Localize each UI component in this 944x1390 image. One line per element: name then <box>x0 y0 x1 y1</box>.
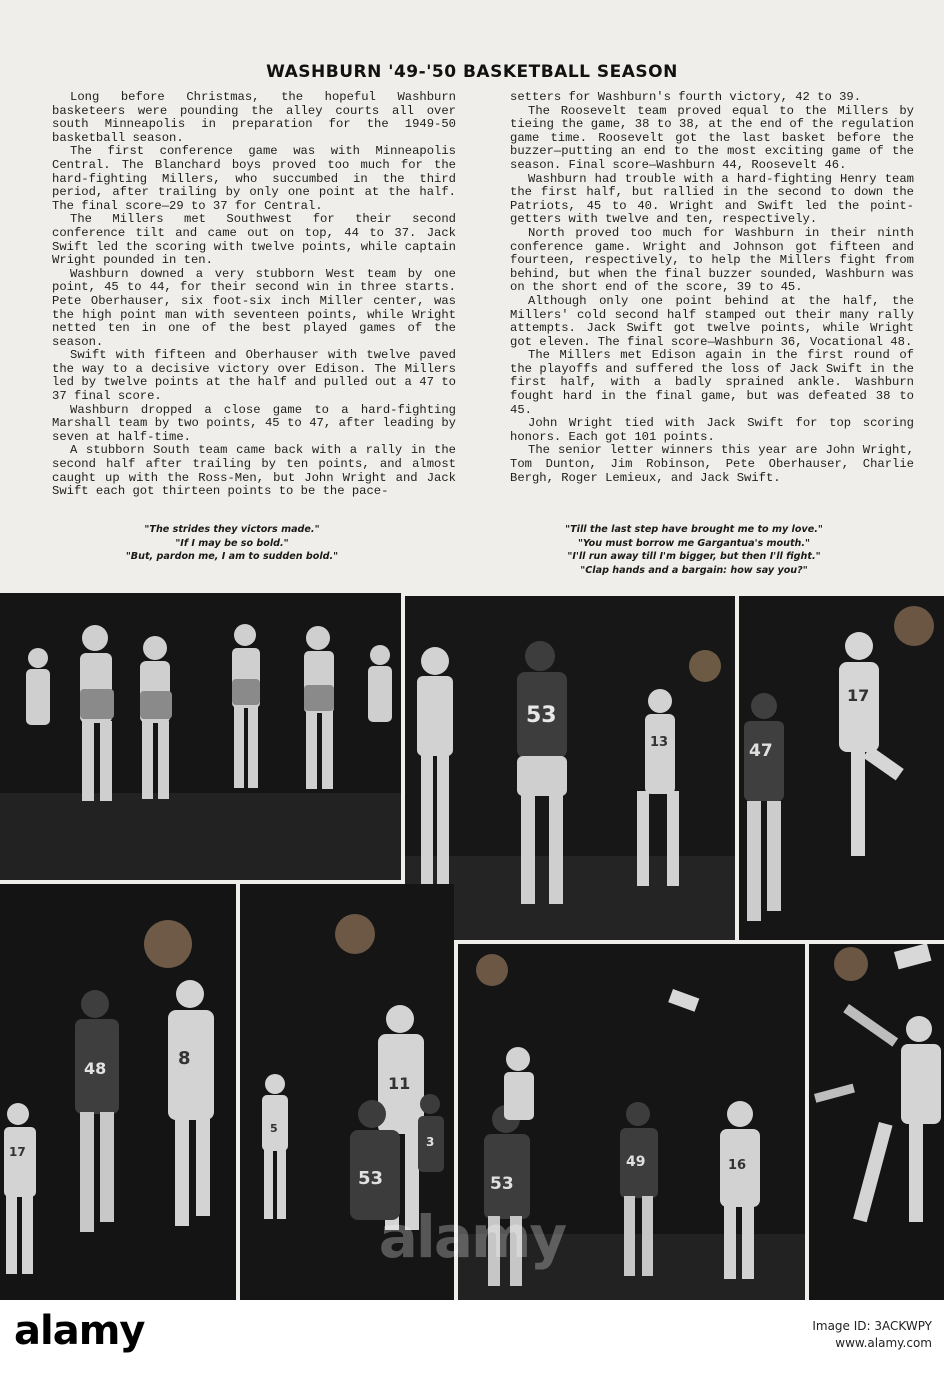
photo-layup-48-8 <box>0 884 236 1300</box>
quote-line: "But, pardon me, I am to sudden bold." <box>125 551 339 562</box>
team-warmup-illustration <box>0 593 401 880</box>
photo-tipoff-53-49-16 <box>458 944 805 1300</box>
article-paragraph: The Millers met Southwest for their second conference tilt and came out on top, 44 to 37. Jack Swift led the scoring with twelve points, while captain Wright pounded in ten. <box>52 212 456 268</box>
photo-team-warmup <box>0 593 401 880</box>
jersey-number-49: 49 <box>626 1154 646 1170</box>
article-paragraph: Long before Christmas, the hopeful Washburn basketeers were pounding the alley courts all over south Minneapolis in preparation for the 1949-50 basketball season. <box>52 90 456 145</box>
jersey-number-53: 53 <box>358 1168 384 1189</box>
jersey-number-11: 11 <box>388 1074 411 1093</box>
article-paragraph: Washburn dropped a close game to a hard-fighting Marshall team by two points, 45 to 47, after leading by seven at half-time. <box>52 402 456 444</box>
jersey-number-48: 48 <box>84 1059 107 1078</box>
reach-illustration <box>809 944 944 1300</box>
photo-jump-47-17 <box>739 596 944 940</box>
article-paragraph: Washburn downed a very stubborn West team by one point, 45 to 44, for their second win in three starts. Pete Oberhauser, six foot-six inch Miller center, was the high point man with seventeen points, while Wright netted ten in one of the best played games of the season. <box>52 266 456 349</box>
jersey-number-13: 13 <box>650 735 669 750</box>
article-paragraph: Swift with fifteen and Oberhauser with twelve paved the way to a decisive victory over Edison. The Millers led by twelve points at the half and pulled out a 47 to 37 final score. <box>52 348 456 404</box>
article-paragraph: John Wright tied with Jack Swift for top scoring honors. Each got 101 points. <box>510 416 914 444</box>
article-paragraph: A stubborn South team came back with a rally in the second half after trailing by ten points, and almost caught up with the Ross-Men, but John Wright and Jack Swift each got thirteen points to be the pace- <box>52 443 456 499</box>
tipoff-illustration <box>458 944 805 1300</box>
article-paragraph: North proved too much for Washburn in their ninth conference game. Wright and Johnson got fifteen and fourteen, respectively, to help the Millers fight from behind, but when the final buzzer sounded, Washburn was on the short end of the score, 39 to 45. <box>510 225 914 295</box>
article-paragraph: Washburn had trouble with a hard-fighting Henry team the first half, but rallied in the second to down the Patriots, 45 to 40. Wright and Swift led the point-getters with twelve and ten, respectively. <box>510 171 914 227</box>
quote-line: "The strides they victors made." <box>144 524 320 535</box>
article-paragraph: The Millers met Edison again in the first round of the playoffs and suffered the loss of Jack Swift in the first half, with a badly sprained ankle. Washburn fought hard in the final game, but was defeated 38 to 45. <box>510 348 914 417</box>
article-paragraph: The Roosevelt team proved equal to the Millers by tieing the game, 38 to 38, at the end of the regulation game time. Roosevelt got the last basket before the buzzer—putting an end to the most exciting game of the season. Final score—Washburn 44, Roosevelt 46. <box>510 103 914 172</box>
article-paragraph: Although only one point behind at the half, the Millers' cold second half stamped out their many rally attempts. Jack Swift got twelve points, while Wright got eleven. The final score—Washburn 36, Vocational 48. <box>510 293 914 349</box>
photo-rebound-53-13 <box>405 596 735 940</box>
quote-line: "You must borrow me Gargantua's mouth." <box>577 537 811 549</box>
quote-line: "Clap hands and a bargain: how say you?" <box>580 564 808 576</box>
quote-block-left <box>30 523 434 564</box>
jersey-number-53: 53 <box>490 1174 514 1194</box>
jersey-number-5: 5 <box>270 1122 278 1135</box>
footer-logo[interactable]: alamy <box>14 1308 145 1354</box>
jersey-number-3: 3 <box>426 1135 435 1149</box>
image-id-label: Image ID: 3ACKWPY <box>812 1319 932 1333</box>
quote-line: "Till the last step have brought me to my love." <box>565 524 823 535</box>
quote-line: "I'll run away till I'm bigger, but then I'll fight." <box>567 551 821 562</box>
jersey-number-17: 17 <box>847 686 870 705</box>
article-column-right <box>510 91 914 485</box>
article-paragraph: The first conference game was with Minneapolis Central. The Blanchard boys proved too much for the hard-fighting Millers, who succumbed in the third period, after trailing by only one point at the half. The final score—29 to 37 for Central. <box>52 144 456 213</box>
photo-collage <box>0 593 944 1300</box>
photo-shot-11-53 <box>240 884 454 1300</box>
rebound-illustration <box>405 596 735 940</box>
article-column-left <box>52 91 456 499</box>
jump-illustration <box>739 596 944 940</box>
page-title: WASHBURN '49-'50 BASKETBALL SEASON <box>266 62 678 82</box>
watermark-text: alamy <box>378 1203 566 1271</box>
footer-meta <box>812 1318 932 1352</box>
site-link[interactable]: www.alamy.com <box>835 1336 932 1350</box>
shot-illustration <box>240 884 454 1300</box>
jersey-number-8: 8 <box>178 1048 191 1069</box>
article-paragraph: The senior letter winners this year are John Wright, Tom Dunton, Jim Robinson, Pete Oberhauser, Charlie Bergh, Roger Lemieux, and Jack Swift. <box>510 443 914 485</box>
jersey-number-53: 53 <box>526 703 557 728</box>
photo-reach-right <box>809 944 944 1300</box>
layup-illustration <box>0 884 236 1300</box>
jersey-number-47: 47 <box>749 741 773 761</box>
jersey-number-17: 17 <box>9 1145 26 1159</box>
jersey-number-16: 16 <box>728 1158 747 1173</box>
article-paragraph-continued: setters for Washburn's fourth victory, 42 to 39. <box>510 90 862 104</box>
quote-line: "If I may be so bold." <box>175 537 289 549</box>
quote-block-right <box>492 523 896 577</box>
